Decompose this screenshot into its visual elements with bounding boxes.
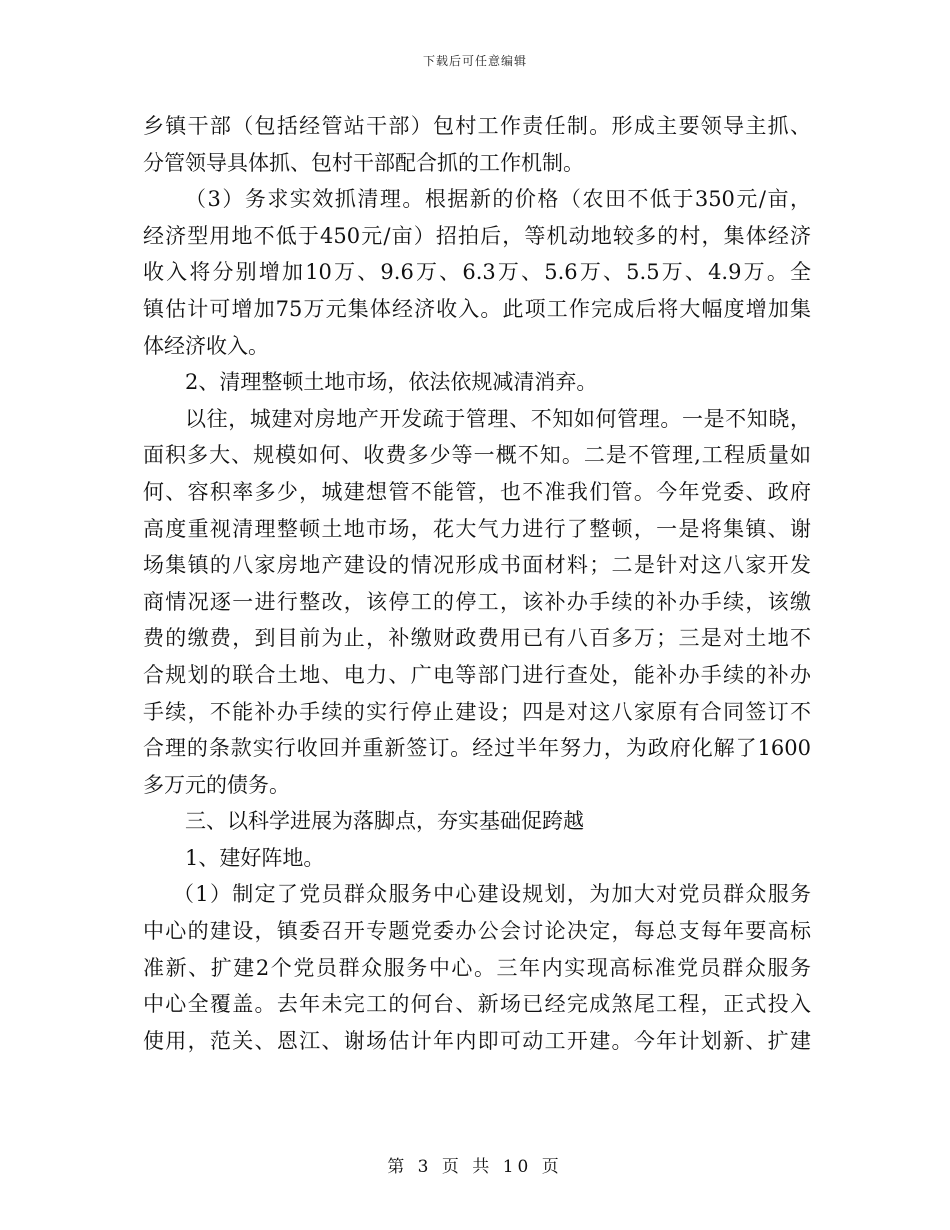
section-heading: 1、建好阵地。 bbox=[185, 845, 325, 870]
section-heading: 2、清理整顿土地市场，依法依规减清消弃。 bbox=[185, 370, 598, 395]
text-line: 合规划的联合土地、电力、广电等部门进行查处，能补办手续的补办 bbox=[143, 662, 811, 687]
text-line: 经济型用地不低于450元/亩）招拍后，等机动地较多的村，集体经济 bbox=[143, 223, 811, 248]
text-line: （3）务求实效抓清理。根据新的价格（农田不低于350元/亩， bbox=[185, 187, 811, 212]
page-number-footer: 第 3 页 共 10 页 bbox=[387, 1157, 563, 1177]
text-line: 乡镇干部（包括经管站干部）包村工作责任制。形成主要领导主抓、 bbox=[143, 114, 811, 138]
text-line: 合理的条款实行收回并重新签订。经过半年努力，为政府化解了1600 bbox=[143, 736, 811, 761]
text-line: 高度重视清理整顿土地市场，花大气力进行了整顿，一是将集镇、谢 bbox=[143, 516, 811, 541]
text-line: 中心全覆盖。去年未完工的何台、新场已经完成煞尾工程，正式投入 bbox=[143, 992, 811, 1017]
text-line: 费的缴费，到目前为止，补缴财政费用已有八百多万；三是对土地不 bbox=[143, 626, 811, 651]
text-line: 镇估计可增加75万元集体经济收入。此项工作完成后将大幅度增加集 bbox=[143, 296, 811, 321]
text-line: 体经济收入。 bbox=[143, 333, 269, 358]
text-line: 场集镇的八家房地产建设的情况形成书面材料；二是针对这八家开发 bbox=[143, 553, 811, 578]
text-line: 准新、扩建2个党员群众服务中心。三年内实现高标准党员群众服务 bbox=[143, 955, 811, 980]
text-line: 中心的建设，镇委召开专题党委办公会讨论决定，每总支每年要高标 bbox=[143, 919, 811, 944]
document-body bbox=[143, 108, 811, 1059]
text-line: 商情况逐一进行整改，该停工的停工，该补办手续的补办手续，该缴 bbox=[143, 589, 811, 614]
text-line: 以往，城建对房地产开发疏于管理、不知如何管理。一是不知晓， bbox=[185, 406, 811, 431]
text-line: 多万元的债务。 bbox=[143, 772, 290, 797]
text-line: 使用，范关、恩江、谢场估计年内即可动工开建。今年计划新、扩建 bbox=[143, 1028, 811, 1053]
text-line: 收入将分别增加10万、9.6万、6.3万、5.6万、5.5万、4.9万。全 bbox=[143, 260, 811, 285]
text-line: （1）制定了党员群众服务中心建设规划，为加大对党员群众服务 bbox=[173, 882, 811, 907]
section-heading: 三、以科学进展为落脚点，夯实基础促跨越 bbox=[185, 809, 584, 834]
text-line: 手续，不能补办手续的实行停止建设；四是对这八家原有合同签订不 bbox=[143, 699, 811, 724]
text-line: 面积多大、规模如何、收费多少等一概不知。二是不管理,工程质量如 bbox=[143, 443, 811, 468]
text-line: 分管领导具体抓、包村干部配合抓的工作机制。 bbox=[143, 150, 584, 175]
text-line: 何、容积率多少，城建想管不能管，也不准我们管。今年党委、政府 bbox=[143, 479, 811, 504]
page-header: 下载后可任意编辑 bbox=[422, 54, 527, 68]
